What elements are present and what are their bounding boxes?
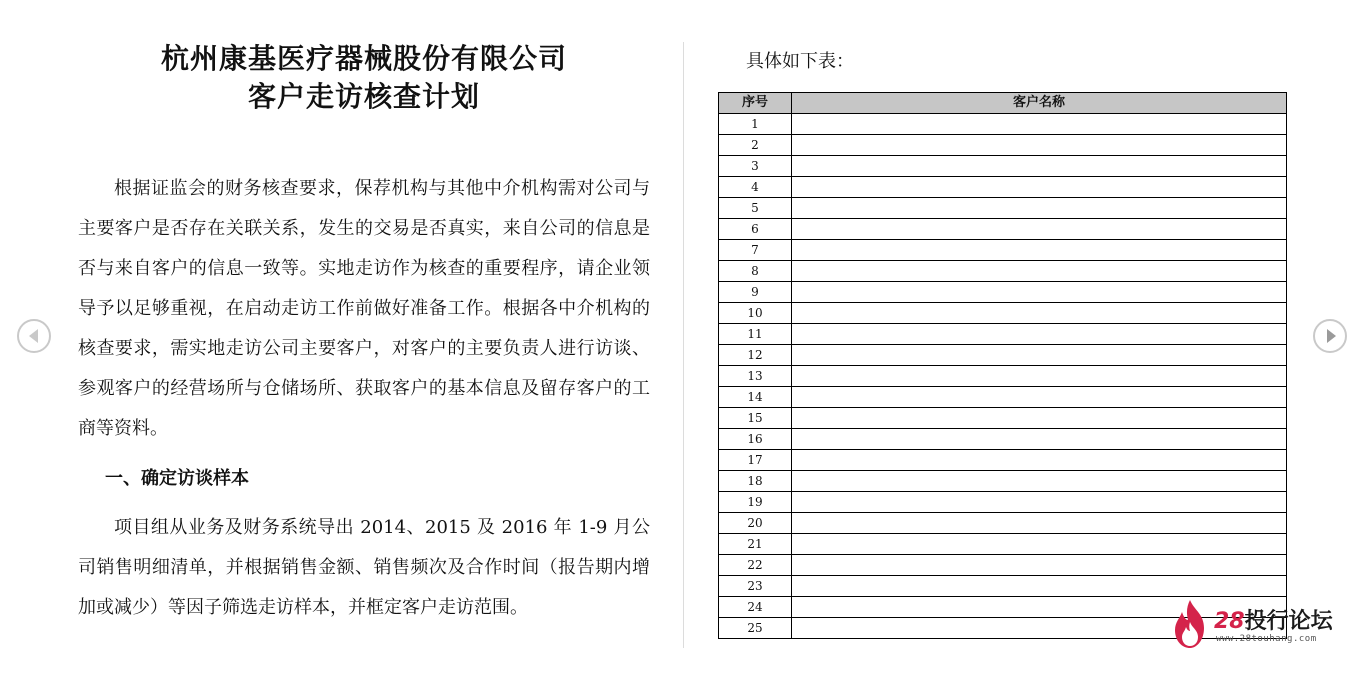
row-customer-name	[792, 429, 1287, 450]
row-customer-name	[792, 324, 1287, 345]
row-number: 25	[719, 618, 792, 639]
row-customer-name	[792, 261, 1287, 282]
table-row	[719, 576, 1287, 597]
section-heading: 一、确定访谈样本	[105, 468, 249, 489]
row-number: 23	[719, 576, 792, 597]
table-row	[719, 345, 1287, 366]
row-customer-name	[792, 345, 1287, 366]
table-row	[719, 135, 1287, 156]
row-number: 13	[719, 366, 792, 387]
row-customer-name	[792, 240, 1287, 261]
table-row	[719, 534, 1287, 555]
row-number: 24	[719, 597, 792, 618]
row-number: 6	[719, 219, 792, 240]
title-line-1: 杭州康基医疗器械股份有限公司	[160, 42, 567, 75]
row-number: 14	[719, 387, 792, 408]
right-page	[718, 44, 1288, 639]
table-row	[719, 324, 1287, 345]
row-number: 21	[719, 534, 792, 555]
row-number: 7	[719, 240, 792, 261]
table-row	[719, 471, 1287, 492]
row-number: 10	[719, 303, 792, 324]
table-row	[719, 177, 1287, 198]
row-customer-name	[792, 282, 1287, 303]
next-page-button[interactable]	[1313, 319, 1347, 353]
row-number: 18	[719, 471, 792, 492]
row-customer-name	[792, 450, 1287, 471]
row-customer-name	[792, 387, 1287, 408]
row-number: 22	[719, 555, 792, 576]
row-customer-name	[792, 366, 1287, 387]
table-row	[719, 450, 1287, 471]
row-number: 11	[719, 324, 792, 345]
row-number: 15	[719, 408, 792, 429]
left-page	[78, 40, 650, 628]
chevron-left-icon	[19, 321, 49, 351]
watermark-brand	[1214, 604, 1333, 635]
row-number: 3	[719, 156, 792, 177]
row-customer-name	[792, 135, 1287, 156]
previous-page-button[interactable]	[17, 319, 51, 353]
sample-paragraph: 项目组从业务及财务系统导出 2014、2015 及 2016 年 1-9 月公司销售明细清单，并根据销售金额、销售频次及合作时间（报告期内增加或减少）等因子筛选走访样本，并框定客户走访范围。	[78, 517, 650, 618]
table-row	[719, 114, 1287, 135]
row-customer-name	[792, 471, 1287, 492]
watermark-logo	[1170, 598, 1350, 654]
table-row	[719, 513, 1287, 534]
table-row	[719, 240, 1287, 261]
intro-paragraph: 根据证监会的财务核查要求，保荐机构与其他中介机构需对公司与主要客户是否存在关联关系，发生的交易是否真实，来自公司的信息是否与来自客户的信息一致等。实地走访作为核查的重要程序，请企业领导予以足够重视，在启动走访工作前做好准备工作。根据各中介机构的核查要求，需实地走访公司主要客户，对客户的主要负责人进行访谈、参观客户的经营场所与仓储场所、获取客户的基本信息及留存客户的工商等资料。	[78, 178, 650, 439]
row-customer-name	[792, 513, 1287, 534]
row-customer-name	[792, 198, 1287, 219]
flame-icon	[1170, 598, 1210, 650]
row-customer-name	[792, 534, 1287, 555]
row-number: 16	[719, 429, 792, 450]
row-number: 5	[719, 198, 792, 219]
watermark-url: www.28touhang.com	[1216, 634, 1317, 644]
table-header-row	[719, 93, 1287, 114]
table-intro: 具体如下表：	[746, 51, 854, 72]
row-customer-name	[792, 492, 1287, 513]
header-customer-name: 客户名称	[792, 93, 1287, 114]
row-customer-name	[792, 219, 1287, 240]
row-number: 2	[719, 135, 792, 156]
table-row	[719, 219, 1287, 240]
watermark-name: 投行论坛	[1244, 609, 1333, 634]
row-customer-name	[792, 576, 1287, 597]
table-row	[719, 408, 1287, 429]
row-number: 4	[719, 177, 792, 198]
row-number: 19	[719, 492, 792, 513]
row-number: 12	[719, 345, 792, 366]
table-row	[719, 156, 1287, 177]
row-number: 9	[719, 282, 792, 303]
table-body	[719, 114, 1287, 639]
watermark-number: 28	[1214, 609, 1245, 634]
row-number: 17	[719, 450, 792, 471]
table-row	[719, 492, 1287, 513]
title-line-2: 客户走访核查计划	[247, 80, 480, 113]
row-number: 8	[719, 261, 792, 282]
row-customer-name	[792, 303, 1287, 324]
table-row	[719, 555, 1287, 576]
document-title	[78, 40, 650, 116]
table-row	[719, 282, 1287, 303]
table-row	[719, 198, 1287, 219]
table-row	[719, 261, 1287, 282]
table-row	[719, 387, 1287, 408]
row-customer-name	[792, 408, 1287, 429]
row-customer-name	[792, 555, 1287, 576]
table-row	[719, 366, 1287, 387]
table-row	[719, 429, 1287, 450]
table-row	[719, 303, 1287, 324]
customer-table	[718, 92, 1287, 639]
chevron-right-icon	[1315, 321, 1345, 351]
header-no: 序号	[719, 93, 792, 114]
row-customer-name	[792, 177, 1287, 198]
row-customer-name	[792, 156, 1287, 177]
row-number: 20	[719, 513, 792, 534]
row-customer-name	[792, 114, 1287, 135]
page-divider	[683, 42, 684, 648]
row-number: 1	[719, 114, 792, 135]
